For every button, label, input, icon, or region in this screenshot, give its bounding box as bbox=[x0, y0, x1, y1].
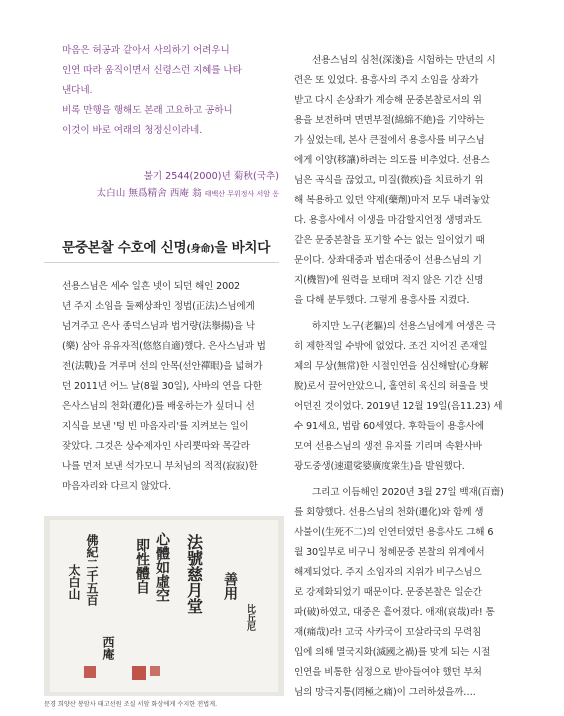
paragraph-line: 은사스님의 천화(遷化)를 배웅하는가 싶더니 선 bbox=[62, 401, 255, 412]
paragraph-line: 지식을 보낸 '텅 빈 마음자리'를 지켜보는 일이 bbox=[62, 421, 249, 432]
seal-stamp bbox=[150, 666, 160, 676]
paragraph-line: 를 회향했다. 선용스님의 천화(遷化)와 함께 생 bbox=[294, 507, 484, 518]
poem-line: 마음은 허공과 같아서 사의하기 어려우니 bbox=[62, 45, 230, 56]
paragraph-line: 어던진 것이었다. 2019년 12월 19일(음11.23) 세 bbox=[294, 401, 503, 412]
paragraph-line: 받고 다시 손상좌가 계승해 문중본찰로서의 위 bbox=[294, 95, 482, 106]
poem-author-reading: 태백산 무위정사 서암 옹 bbox=[204, 190, 279, 198]
paragraph-line: 지(機智)에 원력을 보태며 적지 않은 기간 신명 bbox=[294, 275, 484, 286]
paragraph-line: 선용스님의 심천(深淺)을 시험하는 만년의 시 bbox=[312, 55, 496, 66]
paragraph-line: 사불이(生死不二)의 인연터였던 용흥사도 그해 6 bbox=[294, 527, 494, 538]
paragraph-line: 광도중생(速還娑婆廣度衆生)을 발원했다. bbox=[294, 461, 465, 472]
calligraphy-col-7: 太白山 bbox=[67, 564, 81, 600]
paragraph-line: 넘겨주고 은사 종덕스님과 법거량(法擧揚)을 낙 bbox=[62, 321, 255, 332]
calligraphy-col-4: 心體如虛空 bbox=[154, 532, 170, 602]
calligraphy-col-1: 法號慈月堂 bbox=[184, 534, 204, 614]
paragraph-line: (樂) 삼아 유유자적(悠悠自適)했다. 은사스님과 법 bbox=[62, 341, 266, 352]
section-heading bbox=[62, 236, 270, 256]
poem-date: 불기 2544(2000)년 菊秋(국추) bbox=[143, 171, 279, 182]
poem-line: 비록 만행을 행해도 본래 고요하고 공하니 bbox=[62, 105, 233, 116]
paragraph-line: 던 2011년 어느 날(8월 30일), 사바의 연을 다한 bbox=[62, 381, 262, 392]
paragraph-line: 입에 의해 멸국지화(滅國之禍)를 맞게 되는 시절 bbox=[294, 647, 491, 658]
poem-author bbox=[44, 187, 279, 201]
seal-stamp bbox=[84, 666, 96, 678]
paragraph-line: 을 다해 분투했다. 그렇게 용흥사를 지켰다. bbox=[294, 295, 470, 306]
paragraph-line: 나를 먼저 보낸 석가모니 부처님의 적적(寂寂)한 bbox=[62, 461, 258, 472]
paragraph-line: 전(法戰)을 겨루며 선의 안목(선안禪眼)을 넓혀가 bbox=[62, 361, 263, 372]
paragraph-line: 선용스님은 세수 일흔 넷이 되던 해인 2002 bbox=[62, 281, 240, 292]
paragraph-line: 련은 또 있었다. 용흥사의 주지 소임을 상좌가 bbox=[294, 75, 479, 86]
calligraphy-col-2: 善用 bbox=[222, 572, 238, 600]
paragraph-line: 인연을 비통한 심정으로 받아들여야 했던 부처 bbox=[294, 667, 482, 678]
poem-author-main: 太白山 無爲精舍 西庵 翁 bbox=[96, 188, 202, 199]
paragraph-line: 그리고 이듬해인 2020년 3월 27일 백재(百齋) bbox=[312, 487, 504, 498]
paragraph-line: 수 91세요, 법랍 60세였다. 후학들이 용흥사에 bbox=[294, 421, 484, 432]
paragraph-line: 모여 선용스님의 생전 유지를 기리며 속환사바 bbox=[294, 441, 482, 452]
paragraph-line: 용을 보전하며 면면부절(綿綿不絶)을 기약하는 bbox=[294, 115, 485, 126]
paragraph-line: 하지만 노구(老軀)의 선용스님에게 여생은 극 bbox=[312, 321, 496, 332]
calligraphy-col-8: 西庵 bbox=[101, 636, 115, 660]
calligraphy-col-5: 即性體自 bbox=[134, 538, 150, 594]
paragraph-line: 다. 용흥사에서 이생을 마감할지언정 생명과도 bbox=[294, 215, 482, 226]
poem-line: 인연 따라 움직이면서 신령스런 지혜를 나타 bbox=[62, 65, 242, 76]
paragraph-line: 가 싶었는데, 본사 큰절에서 용흥사를 비구스님 bbox=[294, 135, 485, 146]
calligraphy-col-6: 佛紀二千五百 bbox=[85, 534, 99, 606]
paragraph-line: 히 제한적일 수밖에 없었다. 조건 지어진 존재일 bbox=[294, 341, 488, 352]
heading-end: 을 바치다 bbox=[214, 240, 271, 256]
paragraph-line: 해 복용하고 있던 약제(藥劑)마저 모두 내려놓았 bbox=[294, 195, 490, 206]
paragraph-line: 로 강제화되었기 때문이다. 문중본찰은 일순간 bbox=[294, 587, 482, 598]
paragraph-line: 잦았다. 그것은 상수제자인 사리뿟따와 목갈라 bbox=[62, 441, 250, 452]
heading-hanja: (身命) bbox=[186, 244, 215, 255]
heading-divider bbox=[44, 262, 279, 263]
seal-stamp bbox=[132, 666, 146, 680]
paragraph-line: 문이다. 상좌대중과 법손대중이 선용스님의 기 bbox=[294, 255, 482, 266]
paragraph-line: 파(破)하였고, 대중은 흩어졌다. 애재(哀哉)라! 통 bbox=[294, 607, 495, 618]
paragraph-line: 해제되었다. 주지 소임자의 지위가 비구스님으 bbox=[294, 567, 482, 578]
heading-main: 문중본찰 수호에 신명 bbox=[62, 240, 187, 256]
paragraph-line: 에게 이양(移讓)하려는 의도를 비추었다. 선용스 bbox=[294, 155, 490, 166]
paragraph-line: 님의 망극지통(罔極之痛)이 그러하셨을까…. bbox=[294, 687, 476, 698]
poem-line: 이것이 바로 여래의 청정신이라네. bbox=[62, 125, 203, 136]
calligraphy-photo bbox=[44, 516, 284, 696]
photo-caption: 문경 희양산 봉암사 태고선원 조실 서암 화상에게 수지한 전법게. bbox=[44, 701, 218, 708]
poem-line: 낸다네. bbox=[62, 85, 93, 96]
calligraphy-image bbox=[44, 516, 284, 696]
paragraph-line: 월 30일부로 비구니 청혜문중 본찰의 위계에서 bbox=[294, 547, 485, 558]
paragraph-line: 년 주지 소임을 둘째상좌인 정법(正法)스님에게 bbox=[62, 301, 255, 312]
paragraph-line: 脫)로서 끌어안았으니, 홀연히 육신의 허울을 벗 bbox=[294, 381, 489, 392]
paragraph-line: 님은 곡식을 끊었고, 미질(微疾)을 치료하기 위 bbox=[294, 175, 484, 186]
paragraph-line: 재(痛哉)라! 고국 사카국이 꼬살라국의 무력침 bbox=[294, 627, 482, 638]
paragraph-line: 마음자리와 다르지 않았다. bbox=[62, 481, 171, 492]
paragraph-line: 체의 무상(無常)한 시절인연을 심신해탈(心身解 bbox=[294, 361, 489, 372]
paragraph-line: 같은 문중본찰을 포기할 수는 없는 일이었기 때 bbox=[294, 235, 485, 246]
calligraphy-col-3: 比丘尼 bbox=[245, 604, 255, 631]
